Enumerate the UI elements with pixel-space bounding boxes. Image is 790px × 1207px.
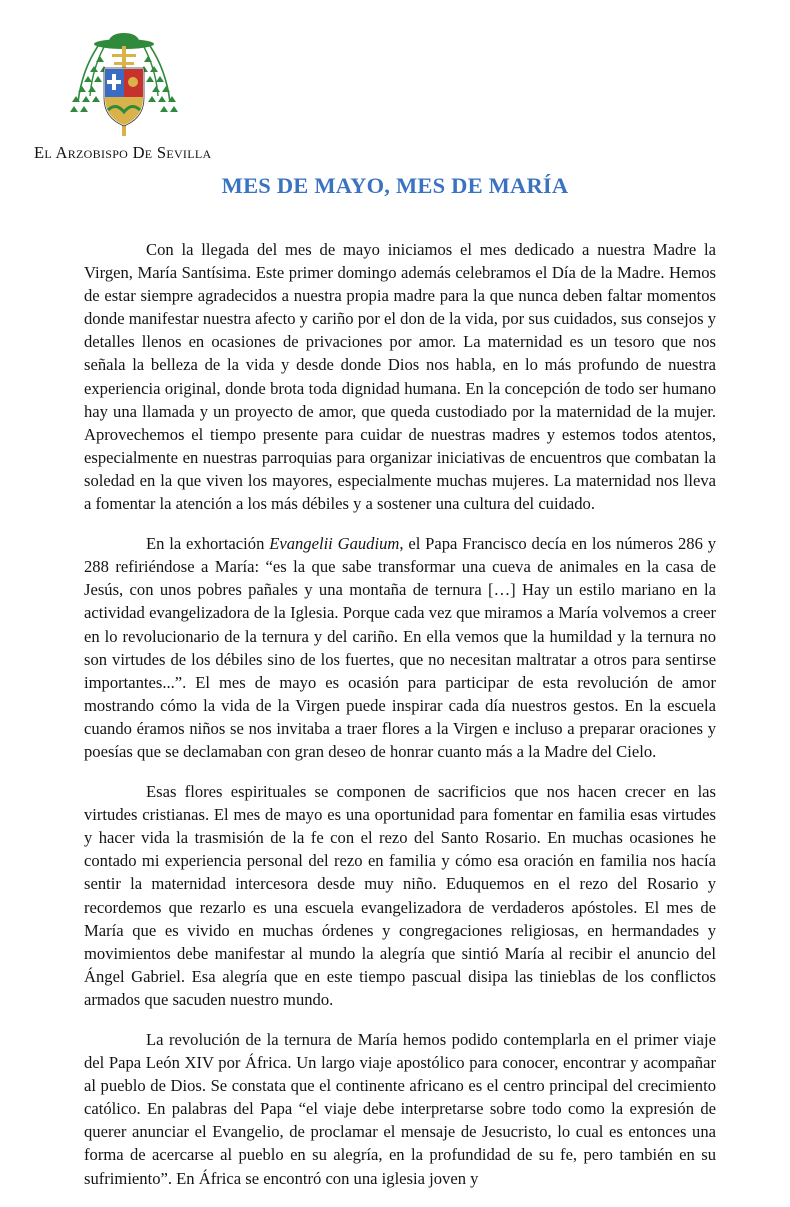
paragraph-4: La revolución de la ternura de María hemos podido contemplarla en el primer viaje del Papa León XIV por África. Un largo viaje apostólico para conocer, encontrar y acompañar al pueblo de Dios. Se constata que el continente africano es el centro principal del crecimiento católico. En palabras del Papa “el viaje debe interpretarse sobre todo como la expresión de querer anunciar el Evangelio, de proclamar el mensaje de Jesucristo, lo cual es entonces una forma de acercarse al pueblo en su alegría, en la profundidad de su fe, pero también en su sufrimiento”. En África se encontró con una iglesia joven y bbox=[84, 1030, 716, 1188]
paragraph-2-rest: , el Papa Francisco decía en los números 286 y 288 refiriéndose a María: “es la que sabe transformar una cueva de animales en la casa de Jesús, con unos pobres pañales y una montaña de ternura […] Hay un estilo mariano en la actividad evangelizadora de la Iglesia. Porque cada vez que miramos a María volvemos a creer en lo revolucionario de la ternura y del cariño. En ella vemos que la humildad y la ternura no son virtudes de los débiles sino de los fuertes, que no necesitan maltratar a otros para sentirse importantes...”. El mes de mayo es ocasión para participar de esta revolución de amor mostrando cómo la vida de la Virgen puede inspirar cada día nuestros gestos. En la escuela cuando éramos niños se nos invitaba a traer flores a la Virgen e incluso a preparar oraciones y poesías que se declamaban con gran deseo de honrar cuanto más a la Madre del Cielo. bbox=[84, 534, 716, 761]
archbishop-coat-of-arms-icon bbox=[64, 30, 184, 142]
italic-title: Evangelii Gaudium bbox=[269, 534, 400, 554]
document-body bbox=[84, 238, 716, 1207]
paragraph-3: Esas flores espirituales se componen de sacrificios que nos hacen crecer en las virtudes cristianas. El mes de mayo es una oportunidad para fomentar en familia esas virtudes y hacer vida la trasmisión de la fe con el rezo del Santo Rosario. En muchas ocasiones he contado mi experiencia personal del rezo en familia y cómo esa oración en familia nos hacía sentir la maternidad intercesora desde muy niño. Eduquemos en el rezo del Rosario y recordemos que rezarlo es una escuela evangelizadora de verdaderos apóstoles. El mes de María que es vivido en muchas órdenes y congregaciones religiosas, en hermandades y movimientos debe manifestar al mundo la alegría que sintió María al recibir el anuncio del Ángel Gabriel. Esa alegría que en este tiempo pascual disipa las tinieblas de los conflictos armados que sacuden nuestro mundo. bbox=[84, 782, 716, 1009]
issuer-name: El Arzobispo De Sevilla bbox=[34, 143, 212, 162]
paragraph-2-intro: En la exhortación bbox=[146, 534, 270, 554]
paragraph-1: Con la llegada del mes de mayo iniciamos el mes dedicado a nuestra Madre la Virgen, María Santísima. Este primer domingo además celebramos el Día de la Madre. Hemos de estar siempre agradecidos a nuestra propia madre para la que nunca deben faltar momentos donde manifestar nuestra afecto y cariño por el don de la vida, por sus cuidados, sus consejos y detalles llenos en ocasiones de privaciones por amor. La maternidad es un tesoro que nos señala la belleza de la vida y desde donde Dios nos habla, en lo más profundo de nuestra experiencia original, donde brota toda dignidad humana. En la concepción de todo ser humano hay una llamada y un proyecto de amor, que queda custodiado por la maternidad de la mujer. Aprovechemos el tiempo presente para cuidar de nuestras madres y estemos todos atentos, especialmente en nuestras parroquias para organizar iniciativas de encuentros que combatan la soledad en la que viven los mayores, especialmente muchas mujeres. La maternidad nos lleva a fomentar la atención a los más débiles y a sostener una cultura del cuidado. bbox=[84, 240, 716, 514]
paragraph-2 bbox=[84, 532, 716, 763]
document-title: MES DE MAYO, MES DE MARÍA bbox=[221, 173, 569, 198]
